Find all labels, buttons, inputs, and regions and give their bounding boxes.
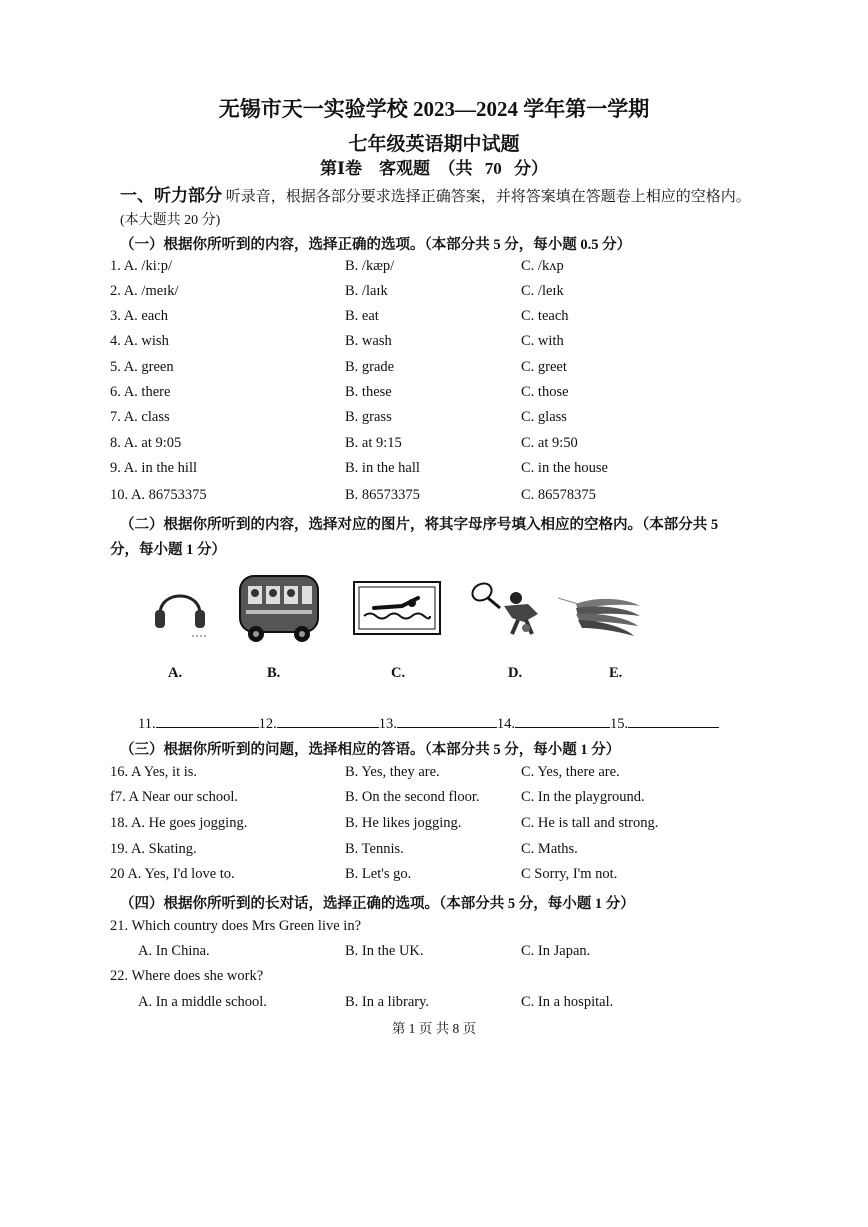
- option-a: 8. A. at 9:05: [110, 435, 182, 451]
- option-a: 10. A. 86753375: [110, 487, 207, 503]
- picture-label-a: A.: [168, 665, 183, 681]
- question-row: [110, 789, 750, 809]
- option-a: A. In China.: [138, 943, 210, 959]
- option-a: 9. A. in the hill: [110, 460, 197, 476]
- blank-label: 15.: [609, 716, 629, 732]
- section4-heading: （四）根据你所听到的长对话，选择正确的选项。（本部分共 5 分，每小题 1 分）: [120, 896, 635, 912]
- tennis-icon: [468, 578, 548, 640]
- section2-heading-line2: 分，每小题 1 分）: [110, 542, 226, 558]
- question-row: [110, 384, 750, 404]
- option-a: A. In a middle school.: [138, 994, 267, 1010]
- option-b: B. Tennis.: [345, 841, 404, 857]
- option-c: C. at 9:50: [521, 435, 578, 451]
- option-c: C Sorry, I'm not.: [521, 866, 618, 882]
- volume-title: 第Ⅰ卷 客观题 （共 70 分）: [320, 159, 548, 178]
- answer-blank[interactable]: [277, 713, 379, 728]
- picture-label-e: E.: [609, 665, 623, 681]
- part1-total: (本大题共 20 分): [120, 213, 221, 228]
- option-b: B. at 9:15: [345, 435, 402, 451]
- option-b: B. Let's go.: [345, 866, 412, 882]
- bus-icon: [236, 572, 322, 644]
- question-text: 21. Which country does Mrs Green live in?: [110, 918, 362, 934]
- section2-heading-line1: （二）根据你所听到的内容，选择对应的图片，将其字母序号填入相应的空格内。（本部分共 5: [120, 517, 719, 533]
- option-b: B. /kæp/: [345, 258, 395, 274]
- option-c: C. In Japan.: [521, 943, 591, 959]
- option-b: B. these: [345, 384, 392, 400]
- blank-label: 12.: [258, 716, 277, 732]
- option-c: C. greet: [521, 359, 567, 375]
- option-c: C. In a hospital.: [521, 994, 614, 1010]
- option-b: B. grade: [345, 359, 395, 375]
- question-row: [110, 258, 750, 278]
- question-row: [110, 308, 750, 328]
- option-c: C. Maths.: [521, 841, 578, 857]
- option-a: f7. A Near our school.: [110, 789, 239, 805]
- section1-heading: （一）根据你所听到的内容，选择正确的选项。（本部分共 5 分，每小题 0.5 分）: [120, 237, 632, 253]
- blank-label: 13.: [378, 716, 397, 732]
- part1-intro: [120, 181, 751, 206]
- option-c: C. /leɪk: [521, 283, 564, 299]
- option-c: C. with: [521, 333, 564, 349]
- section3-heading: （三）根据你所听到的问题，选择相应的答语。（本部分共 5 分，每小题 1 分）: [120, 742, 621, 758]
- question-row: [110, 359, 750, 379]
- option-c: C. those: [521, 384, 569, 400]
- option-c: C. /kʌp: [521, 258, 564, 274]
- option-a: 2. A. /meɪk/: [110, 283, 179, 299]
- option-a: 6. A. there: [110, 384, 171, 400]
- option-b: B. eat: [345, 308, 379, 324]
- option-b: B. Yes, they are.: [345, 764, 440, 780]
- question-row: [110, 435, 750, 455]
- option-b: B. grass: [345, 409, 392, 425]
- option-c: C. in the house: [521, 460, 608, 476]
- picture-label-c: C.: [391, 665, 406, 681]
- question-text: 22. Where does she work?: [110, 968, 264, 984]
- answer-blank[interactable]: [628, 713, 719, 728]
- option-a: 5. A. green: [110, 359, 174, 375]
- option-c: C. He is tall and strong.: [521, 815, 659, 831]
- option-a: 16. A Yes, it is.: [110, 764, 198, 780]
- option-b: B. in the hall: [345, 460, 420, 476]
- picture-label-b: B.: [267, 665, 281, 681]
- option-b: B. In the UK.: [345, 943, 424, 959]
- question-row: [110, 764, 750, 784]
- question-row: [110, 460, 750, 480]
- option-c: C. teach: [521, 308, 569, 324]
- option-b: B. /laɪk: [345, 283, 388, 299]
- answer-blank[interactable]: [397, 713, 497, 728]
- question-row: [110, 283, 750, 303]
- option-c: C. 86578375: [521, 487, 596, 503]
- option-c: C. In the playground.: [521, 789, 645, 805]
- blank-label: 11.: [138, 716, 156, 732]
- option-a: 3. A. each: [110, 308, 168, 324]
- question-row: [110, 841, 750, 861]
- option-b: B. He likes jogging.: [345, 815, 462, 831]
- option-c: C. glass: [521, 409, 567, 425]
- question-row: [110, 815, 750, 835]
- option-c: C. Yes, there are.: [521, 764, 620, 780]
- question-row: [110, 409, 750, 429]
- blank-label: 14.: [496, 716, 515, 732]
- part1-instruction: 听录音，根据各部分要求选择正确答案，并将答案填在答题卷上相应的空格内。: [225, 189, 751, 205]
- answer-blank[interactable]: [156, 713, 259, 728]
- option-a: 7. A. class: [110, 409, 170, 425]
- option-b: B. 86573375: [345, 487, 420, 503]
- option-b: B. wash: [345, 333, 392, 349]
- school-title: 无锡市天一实验学校 2023—2024 学年第一学期: [218, 97, 650, 121]
- headphones-icon: [150, 580, 210, 642]
- option-a: 4. A. wish: [110, 333, 169, 349]
- option-b: B. In a library.: [345, 994, 430, 1010]
- question-row: [110, 866, 750, 886]
- option-b: B. On the second floor.: [345, 789, 480, 805]
- option-a: 20 A. Yes, I'd love to.: [110, 866, 235, 882]
- option-a: 18. A. He goes jogging.: [110, 815, 248, 831]
- swimming-icon: [352, 580, 442, 636]
- question-row: [110, 487, 750, 507]
- answer-blanks: [138, 713, 719, 733]
- option-a: 1. A. /kiːp/: [110, 258, 173, 274]
- bananas-icon: [556, 588, 646, 642]
- question-row: [110, 333, 750, 353]
- answer-blank[interactable]: [515, 713, 610, 728]
- exam-title: 七年级英语期中试题: [348, 134, 520, 155]
- picture-label-d: D.: [508, 665, 523, 681]
- page-number: 第 1 页 共 8 页: [391, 1021, 477, 1036]
- part1-heading: 一、听力部分: [120, 186, 222, 205]
- option-a: 19. A. Skating.: [110, 841, 197, 857]
